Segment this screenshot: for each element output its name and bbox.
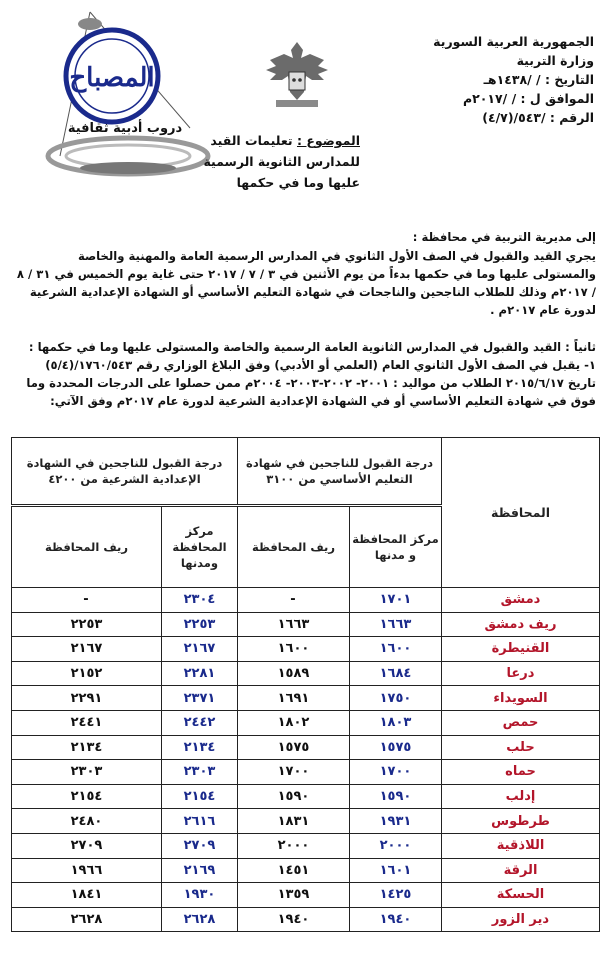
table-row	[12, 661, 600, 686]
table-row	[12, 833, 600, 858]
basic-center-score: ١٧٠٠	[350, 760, 442, 785]
table-row	[12, 735, 600, 760]
sharia-rural-score: ٢٢٥٣	[12, 612, 162, 637]
table-row	[12, 858, 600, 883]
sharia-center-score: ٢٣٧١	[162, 686, 238, 711]
sharia-center-score: ٢١٦٩	[162, 858, 238, 883]
sharia-center-score: ٢١٣٤	[162, 735, 238, 760]
hijri-date-line: التاريخ : / /١٤٣٨هـ	[483, 72, 594, 87]
second-section	[14, 338, 596, 410]
governorate-cell: حمص	[442, 710, 600, 735]
second-paragraph: ١- يقبل في الصف الأول الثانوي العام (العلمي أو الأدبي) وفق البلاغ الوزاري رقم ١٧٦٠/٥٤٣/(٥/٤) تاريخ ٢٠١٥/٦/١٧ الطلاب من مواليد : ٢٠٠١- ٢٠٠٢-٢٠٠٣- ٢٠٠٤م ممن حصلوا على الدرجات المحددة وما فوق في شهادة التعليم الأساسي أو في الشهادة الإعدادية الشرعية لدورة عام ٢٠١٧م وفق الآتي:	[26, 358, 596, 408]
basic-certificate-header: درجة القبول للناجحين في شهادة التعليم الأساسي من ٣١٠٠	[238, 438, 442, 506]
table-row	[12, 784, 600, 809]
sharia-center-score: ٢٧٠٩	[162, 833, 238, 858]
sharia-center-score: ١٩٣٠	[162, 883, 238, 908]
sharia-rural-header: ريف المحافظة	[12, 506, 162, 588]
table-row	[12, 883, 600, 908]
basic-rural-score: ١٥٧٥	[238, 735, 350, 760]
basic-center-score: ١٤٢٥	[350, 883, 442, 908]
sharia-center-score: ٢٣٠٣	[162, 760, 238, 785]
basic-rural-score: ١٦٩١	[238, 686, 350, 711]
table-row	[12, 710, 600, 735]
sharia-center-score: ٢٤٤٢	[162, 710, 238, 735]
sharia-rural-score: ٢٢٩١	[12, 686, 162, 711]
table-row	[12, 686, 600, 711]
governorate-cell: القنيطرة	[442, 637, 600, 662]
sharia-rural-score: ٢١٦٧	[12, 637, 162, 662]
sharia-rural-score: ١٨٤١	[12, 883, 162, 908]
sharia-rural-score: ٢١٣٤	[12, 735, 162, 760]
sharia-rural-score: ٢٤٨٠	[12, 809, 162, 834]
basic-center-score: ١٩٤٠	[350, 907, 442, 932]
basic-center-score: ١٦٠٠	[350, 637, 442, 662]
sharia-center-score: ٢٢٨١	[162, 661, 238, 686]
basic-rural-score: ١٦٠٠	[238, 637, 350, 662]
admission-scores-table	[11, 437, 600, 932]
governorate-cell: إدلب	[442, 784, 600, 809]
basic-center-score: ١٥٩٠	[350, 784, 442, 809]
sharia-rural-score: ٢٣٠٣	[12, 760, 162, 785]
sharia-center-score: ٢٦١٦	[162, 809, 238, 834]
basic-rural-score: ١٥٨٩	[238, 661, 350, 686]
sharia-center-header: مركز المحافظة ومدنها	[162, 506, 238, 588]
republic-name: الجمهورية العربية السورية	[433, 34, 594, 49]
almisbah-watermark-logo	[40, 8, 220, 188]
basic-rural-score: ٢٠٠٠	[238, 833, 350, 858]
governorate-cell: ريف دمشق	[442, 612, 600, 637]
sharia-rural-score: -	[12, 588, 162, 613]
basic-center-score: ٢٠٠٠	[350, 833, 442, 858]
basic-rural-score: ١٨٣١	[238, 809, 350, 834]
basic-center-score: ١٦٠١	[350, 858, 442, 883]
sharia-rural-score: ٢٦٢٨	[12, 907, 162, 932]
sharia-rural-score: ٢١٥٢	[12, 661, 162, 686]
basic-rural-score: ١٩٤٠	[238, 907, 350, 932]
basic-center-header: مركز المحافظة و مدنها	[350, 506, 442, 588]
table-row	[12, 588, 600, 613]
basic-rural-score: ١٨٠٢	[238, 710, 350, 735]
first-paragraph: يجري القيد والقبول في الصف الأول الثانوي في المدارس الرسمية العامة والمهنية والخاصة والمستولى عليها وما في حكمها بدءاً من يوم الأثنين في ٣ / ٧ / ٢٠١٧ حتى غاية يوم الخميس في ٣١ / ٨ / ٢٠١٧م وذلك للطلاب الناجحين والناجحات في شهادة التعليم الأساسي أو الشهادة الإعدادية الشرعية لدورة عام ٢٠١٧م .	[16, 249, 596, 317]
governorate-cell: حلب	[442, 735, 600, 760]
governorate-cell: درعا	[442, 661, 600, 686]
subject-block	[200, 130, 360, 193]
sharia-rural-score: ٢١٥٤	[12, 784, 162, 809]
second-heading: ثانياً : القيد والقبول في المدارس الثانوية العامة الرسمية والخاصة والمستولى عليها وما في حكمها :	[28, 340, 596, 354]
sharia-certificate-header: درجة القبول للناجحين في الشهادة الإعدادية الشرعية من ٤٢٠٠	[12, 438, 238, 506]
governorate-cell: طرطوس	[442, 809, 600, 834]
eagle-emblem-icon	[262, 36, 332, 114]
watermark-caption: دروب أدبية ثقافية	[67, 121, 183, 136]
governorate-cell: حماه	[442, 760, 600, 785]
governorate-cell: اللاذقية	[442, 833, 600, 858]
gregorian-date-line: الموافق ل : / /٢٠١٧م	[462, 91, 594, 106]
governorate-cell: دمشق	[442, 588, 600, 613]
basic-rural-score: ١٧٠٠	[238, 760, 350, 785]
basic-rural-score: ١٣٥٩	[238, 883, 350, 908]
sharia-center-score: ٢١٥٤	[162, 784, 238, 809]
basic-center-score: ١٦٨٤	[350, 661, 442, 686]
basic-center-score: ١٨٠٣	[350, 710, 442, 735]
subject-line-1: تعليمات القيد	[210, 133, 293, 148]
logo-wordmark: المصباح	[69, 63, 155, 93]
basic-center-score: ١٧٠١	[350, 588, 442, 613]
governorate-header: المحافظة	[442, 438, 600, 588]
governorate-cell: دير الزور	[442, 907, 600, 932]
table-row	[12, 612, 600, 637]
ministry-name: وزارة التربية	[516, 53, 594, 68]
table-row	[12, 760, 600, 785]
basic-rural-header: ريف المحافظة	[238, 506, 350, 588]
basic-center-score: ١٦٦٣	[350, 612, 442, 637]
table-row	[12, 907, 600, 932]
sharia-center-score: ٢٣٠٤	[162, 588, 238, 613]
basic-rural-score: -	[238, 588, 350, 613]
sharia-rural-score: ٢٤٤١	[12, 710, 162, 735]
basic-center-score: ١٩٣١	[350, 809, 442, 834]
table-row	[12, 809, 600, 834]
sharia-rural-score: ١٩٦٦	[12, 858, 162, 883]
subject-label: الموضوع :	[296, 133, 360, 148]
basic-center-score: ١٧٥٠	[350, 686, 442, 711]
sharia-rural-score: ٢٧٠٩	[12, 833, 162, 858]
basic-center-score: ١٥٧٥	[350, 735, 442, 760]
sharia-center-score: ٢١٦٧	[162, 637, 238, 662]
basic-rural-score: ١٤٥١	[238, 858, 350, 883]
sharia-center-score: ٢٦٢٨	[162, 907, 238, 932]
table-row	[12, 637, 600, 662]
governorate-cell: السويداء	[442, 686, 600, 711]
ministry-header	[394, 32, 594, 127]
governorate-cell: الرقة	[442, 858, 600, 883]
sharia-center-score: ٢٢٥٣	[162, 612, 238, 637]
addressee-line: إلى مديرية التربية في محافظة :	[412, 230, 596, 244]
reference-number-line: الرقم : /٥٤٣/(٤/٧)	[482, 110, 594, 125]
subject-line-2: للمدارس الثانوية الرسمية	[203, 154, 360, 169]
subject-line-3: عليها وما في حكمها	[236, 175, 360, 190]
basic-rural-score: ١٥٩٠	[238, 784, 350, 809]
basic-rural-score: ١٦٦٣	[238, 612, 350, 637]
governorate-cell: الحسكة	[442, 883, 600, 908]
